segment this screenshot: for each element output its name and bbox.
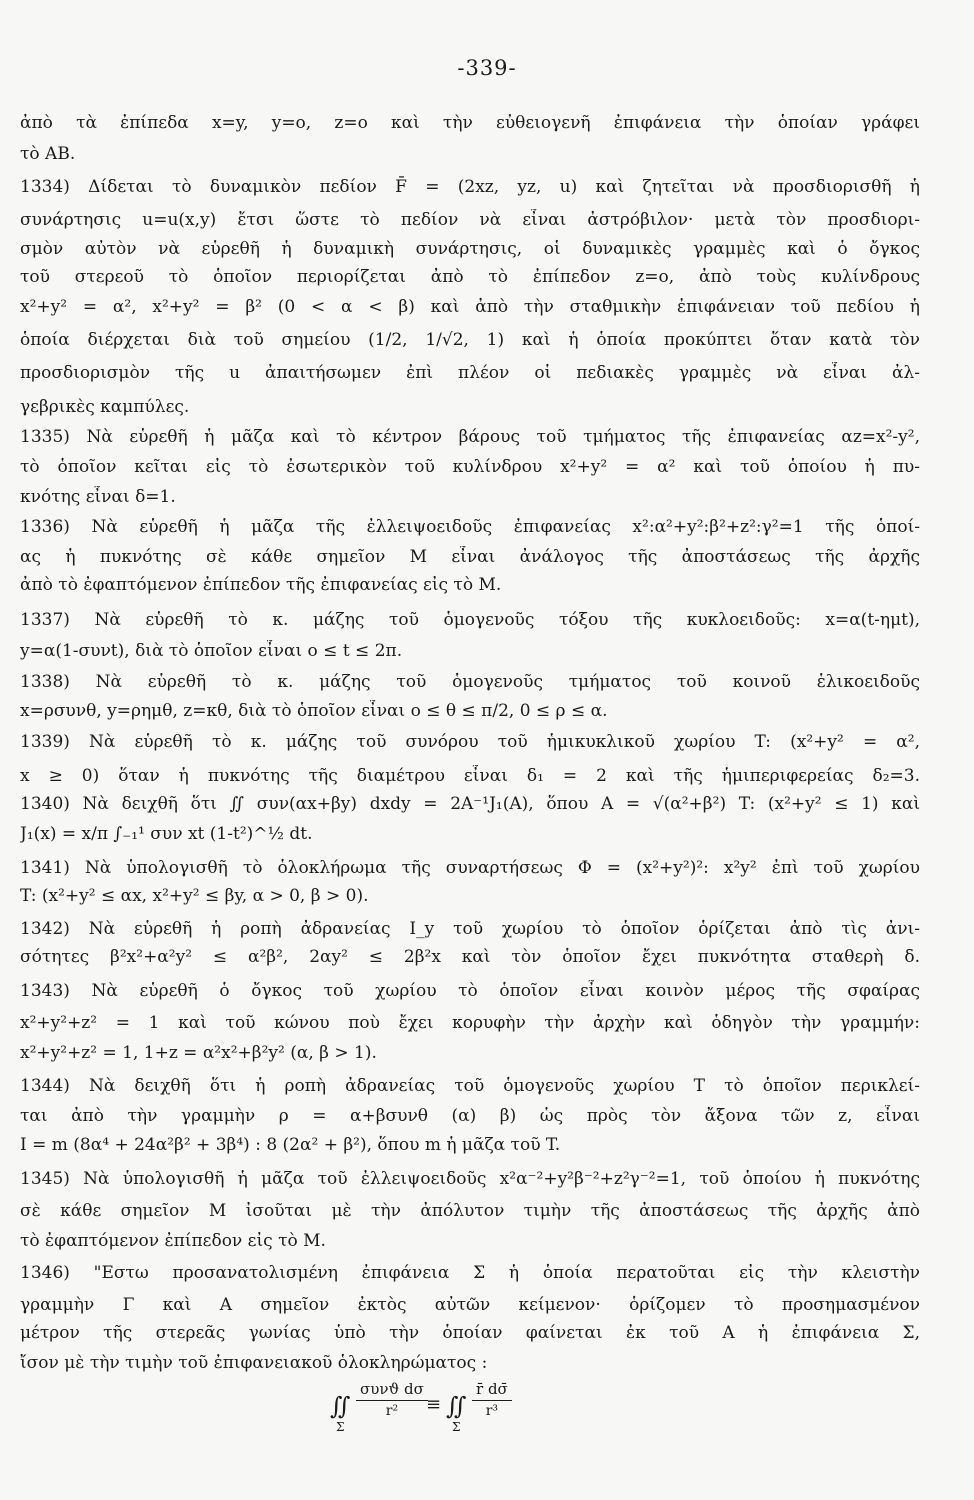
problem-1335-line: 1335) Νὰ εὑρεθῆ ἡ μᾶζα καὶ τὸ κέντρον βάρους τοῦ τμήματος τῆς ἐπιφανείας αz=x²-y², (20, 427, 920, 447)
text-line: ὁποία διέρχεται διὰ τοῦ σημείου (1/2, 1/√2, 1) καὶ ἡ ὁποία προκύπτει ὅταν κατὰ τὸν (20, 330, 920, 350)
problem-1344-line: 1344) Νὰ δειχθῆ ὅτι ἡ ροπὴ ἀδρανείας τοῦ ὁμογενοῦς χωρίου T τὸ ὁποῖον περικλεί- (20, 1076, 920, 1096)
text-line: σμὸν αὐτὸν νὰ εὑρεθῆ ἡ δυναμικὴ συνάρτησις, οἱ δυναμικὲς γραμμὲς καὶ ὁ ὄγκος (20, 239, 920, 259)
text-line: x²+y²+z² = 1 καὶ τοῦ κώνου ποὺ ἔχει κορυφὴν τὴν ἀρχὴν καὶ ὁδηγὸν τὴν γραμμήν: (20, 1013, 920, 1033)
text-line: συνάρτησις u=u(x,y) ἔτσι ὥστε τὸ πεδίον νὰ εἶναι ἀστρόβιλον· μετὰ τὸν προσδιορι- (20, 210, 920, 230)
double-integral-sign: ∬ (446, 1392, 467, 1420)
text-line: σότητες β²x²+α²y² ≤ α²β², 2αy² ≤ 2β²x καὶ τὸν ὁποῖον ἔχει πυκνότητα σταθερὴ δ. (20, 947, 920, 967)
problem-1334-line: 1334) Δίδεται τὸ δυναμικὸν πεδίον F̄ = (2xz, yz, u) καὶ ζητεῖται νὰ προσδιορισθῆ ἡ (20, 177, 920, 197)
text-line: ἀπὸ τὸ ἐφαπτόμενον ἐπίπεδον τῆς ἐπιφανείας εἰς τὸ M. (20, 575, 502, 595)
text-line: x²+y²+z² = 1, 1+z = α²x²+β²y² (α, β > 1). (20, 1043, 377, 1063)
text-line: σὲ κάθε σημεῖον M ἰσοῦται μὲ τὴν ἀπόλυτον τιμὴν τῆς ἀποστάσεως τῆς ἀρχῆς ἀπὸ (20, 1201, 920, 1221)
fraction-right (472, 1380, 512, 1419)
fraction-numerator: r̄ dσ̄ (472, 1380, 512, 1401)
text-line: τοῦ στερεοῦ τὸ ὁποῖον περιορίζεται ἀπὸ τὸ ἐπίπεδον z=o, ἀπὸ τοὺς κυλίνδρους (20, 267, 920, 287)
problem-1342-line: 1342) Νὰ εὑρεθῆ ἡ ροπὴ ἀδρανείας I_y τοῦ χωρίου τὸ ὁποῖον ὁρίζεται ἀπὸ τὶς ἀνι- (20, 919, 920, 939)
integral-domain: Σ (452, 1420, 461, 1434)
fraction-denominator: r² (385, 1403, 399, 1419)
problem-1346-line: 1346) "Εστω προσανατολισμένη ἐπιφάνεια Σ ἡ ὁποία περατοῦται εἰς τὴν κλειστὴν (20, 1263, 920, 1283)
problem-1340-line: 1340) Νὰ δειχθῆ ὅτι ∬ συν(αx+βy) dxdy = 2A⁻¹J₁(A), ὅπου A = √(α²+β²) T: (x²+y² ≤ 1) καὶ (20, 794, 920, 814)
problem-1336-line: 1336) Νὰ εὑρεθῆ ἡ μᾶζα τῆς ἐλλειψοειδοῦς ἐπιφανείας x²:α²+y²:β²+z²:γ²=1 τῆς ὁποί- (20, 517, 920, 537)
text-line: μέτρον τῆς στερεᾶς γωνίας ὑπὸ τὴν ὁποίαν φαίνεται ἐκ τοῦ A ἡ ἐπιφάνεια Σ, (20, 1323, 920, 1343)
text-line: x²+y² = α², x²+y² = β² (0 < α < β) καὶ ἀπὸ τὴν σταθμικὴν ἐπιφάνειαν τοῦ πεδίου ἡ (20, 297, 920, 317)
text-line: x=ρσυνθ, y=ρημθ, z=κθ, διὰ τὸ ὁποῖον εἶναι o ≤ θ ≤ π/2, 0 ≤ ρ ≤ α. (20, 701, 608, 721)
text-line: T: (x²+y² ≤ αx, x²+y² ≤ βy, α > 0, β > 0). (20, 886, 369, 906)
problem-1343-line: 1343) Νὰ εὑρεθῆ ὁ ὄγκος τοῦ χωρίου τὸ ὁποῖον εἶναι κοινὸν μέρος τῆς σφαίρας (20, 981, 920, 1001)
text-line: ἀπὸ τὰ ἐπίπεδα x=y, y=o, z=o καὶ τὴν εὐθειογενῆ ἐπιφάνεια τὴν ὁποίαν γράφει (20, 113, 920, 133)
problem-1341-line: 1341) Νὰ ὑπολογισθῆ τὸ ὁλοκλήρωμα τῆς συναρτήσεως Φ = (x²+y²)²: x²y² ἐπὶ τοῦ χωρίου (20, 858, 920, 878)
text-line: ἴσον μὲ τὴν τιμὴν τοῦ ἐπιφανειακοῦ ὁλοκληρώματος : (20, 1353, 488, 1373)
solid-angle-formula (330, 1378, 560, 1438)
text-line: ται ἀπὸ τὴν γραμμὴν ρ = α+βσυνθ (α) β) ὡς πρὸς τὸν ἄξονα τῶν z, εἶναι (20, 1106, 920, 1126)
fraction-numerator: συνϑ dσ (356, 1380, 428, 1401)
problem-1338-line: 1338) Νὰ εὑρεθῆ τὸ κ. μάζης τοῦ ὁμογενοῦς τμήματος τοῦ κοινοῦ ἑλικοειδοῦς (20, 672, 920, 692)
text-line: τὸ ὁποῖον κεῖται εἰς τὸ ἐσωτερικὸν τοῦ κυλίνδρου x²+y² = α² καὶ τοῦ ὁποίου ἡ πυ- (20, 457, 920, 477)
text-line: γεβρικὲς καμπύλες. (20, 397, 190, 417)
fraction-denominator: r³ (485, 1403, 499, 1419)
fraction-left (356, 1380, 428, 1419)
text-line: J₁(x) = x/π ∫₋₁¹ συν xt (1-t²)^½ dt. (20, 824, 313, 844)
text-line: I = m (8α⁴ + 24α²β² + 3β⁴) : 8 (2α² + β²), ὅπου m ἡ μᾶζα τοῦ T. (20, 1135, 561, 1155)
text-line: γραμμὴν Γ καὶ A σημεῖον ἐκτὸς αὐτῶν κείμενον· ὁρίζομεν τὸ προσημασμένον (20, 1295, 920, 1315)
equivalence-sign: ≡ (426, 1394, 442, 1415)
text-line: x ≥ 0) ὅταν ἡ πυκνότης τῆς διαμέτρου εἶναι δ₁ = 2 καὶ τῆς ἡμιπεριφερείας δ₂=3. (20, 766, 920, 786)
text-line: τὸ ἐφαπτόμενον ἐπίπεδον εἰς τὸ M. (20, 1231, 326, 1251)
text-line: προσδιορισμὸν τῆς u ἀπαιτήσωμεν ἐπὶ πλέον οἱ πεδιακὲς γραμμὲς νὰ εἶναι ἀλ- (20, 363, 920, 383)
text-line: ας ἡ πυκνότης σὲ κάθε σημεῖον M εἶναι ἀνάλογος τῆς ἀποστάσεως τῆς ἀρχῆς (20, 547, 920, 567)
double-integral-sign: ∬ (330, 1392, 351, 1420)
problem-1337-line: 1337) Νὰ εὑρεθῆ τὸ κ. μάζης τοῦ ὁμογενοῦς τόξου τῆς κυκλοειδοῦς: x=α(t-ημt), (20, 610, 920, 630)
text-line: κνότης εἶναι δ=1. (20, 487, 176, 507)
integral-domain: Σ (336, 1420, 345, 1434)
page-number: -339- (457, 56, 517, 80)
problem-1339-line: 1339) Νὰ εὑρεθῆ τὸ κ. μάζης τοῦ συνόρου τοῦ ἡμικυκλικοῦ χωρίου T: (x²+y² = α², (20, 732, 920, 752)
text-line: τὸ AB. (20, 144, 76, 164)
problem-1345-line: 1345) Νὰ ὑπολογισθῆ ἡ μᾶζα τοῦ ἐλλειψοειδοῦς x²α⁻²+y²β⁻²+z²γ⁻²=1, τοῦ ὁποίου ἡ πυκνότης (20, 1169, 920, 1189)
text-line: y=α(1-συνt), διὰ τὸ ὁποῖον εἶναι o ≤ t ≤ 2π. (20, 641, 403, 661)
